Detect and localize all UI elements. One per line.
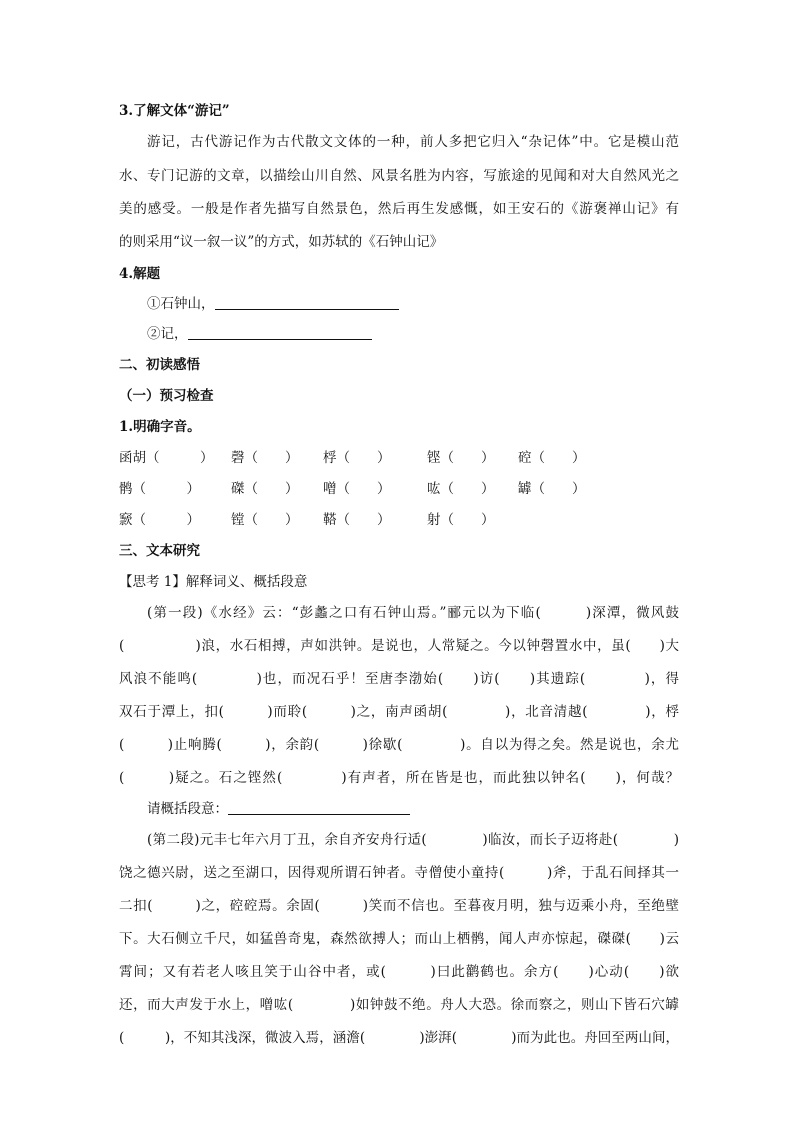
pinyin-item: 窾（ ） bbox=[119, 512, 200, 528]
pinyin-item: 鹘（ ） bbox=[119, 481, 200, 497]
paragraph-line: 二扣( )之，硿硿焉。余固( )笑而不信也。至暮夜月明，独与迈乘小舟，至绝壁 bbox=[119, 898, 679, 914]
paragraph-line: ( )浪，水石相搏，声如洪钟。是说也，人常疑之。今以钟磬置水中，虽( )大 bbox=[119, 638, 679, 654]
part-2-title: 二、初读感悟 bbox=[119, 357, 200, 373]
section-3-title: 3.了解文体“游记” bbox=[119, 103, 230, 119]
blank-item bbox=[147, 324, 707, 344]
pinyin-item: 射（ ） bbox=[427, 512, 495, 528]
pinyin-item: 镗（ ） bbox=[231, 512, 299, 528]
pinyin-item: 磔（ ） bbox=[231, 481, 299, 497]
pinyin-item: 噌（ ） bbox=[323, 481, 391, 497]
paragraph-line: ( )疑之。石之铿然( )有声者，所在皆是也，而此独以钟名( )，何哉？ bbox=[119, 770, 679, 786]
pinyin-item: 桴（ ） bbox=[323, 450, 391, 466]
paragraph-line: 风浪不能鸣( )也，而况石乎！至唐李渤始( )访( )其遗踪( )，得 bbox=[119, 671, 679, 687]
pinyin-item: 罅（ ） bbox=[518, 481, 586, 497]
answer-blank[interactable] bbox=[228, 800, 410, 815]
part-3-title: 三、文本研究 bbox=[119, 543, 200, 559]
pinyin-item: 硿（ ） bbox=[518, 450, 586, 466]
paragraph-line: 下。大石侧立千尺，如猛兽奇鬼，森然欲搏人；而山上栖鹘，闻人声亦惊起，磔磔( )云 bbox=[119, 931, 679, 947]
blank-item-label: ②记， bbox=[147, 326, 188, 342]
pinyin-item: 磬（ ） bbox=[231, 450, 299, 466]
paragraph-line: 霄间；又有若老人咳且笑于山谷中者，或( )曰此鹳鹤也。余方( )心动( )欲 bbox=[119, 964, 679, 980]
paragraph-line: 饶之德兴尉，送之至湖口，因得观所谓石钟者。寺僧使小童持( )斧，于乱石间择其一 bbox=[119, 865, 679, 881]
blank-item-label: ①石钟山， bbox=[147, 296, 215, 312]
paragraph-line: 双石于潭上，扣( )而聆( )之，南声函胡( )，北音清越( )，桴 bbox=[119, 704, 679, 720]
paragraph-line: (第一段)《水经》云：“彭蠡之口有石钟山焉。”郦元以为下临( )深潭，微风鼓 bbox=[147, 605, 679, 621]
section-4-title: 4.解题 bbox=[119, 266, 161, 282]
answer-blank[interactable] bbox=[188, 325, 372, 340]
paragraph-line: (第二段)元丰七年六月丁丑，余自齐安舟行适( )临汝，而长子迈将赴( ) bbox=[147, 832, 679, 848]
think-1-title: 【思考 1】解释词义、概括段意 bbox=[119, 574, 308, 590]
pinyin-item: 吰（ ） bbox=[427, 481, 495, 497]
blank-item bbox=[147, 294, 707, 314]
summary-label: 请概括段意： bbox=[147, 801, 228, 817]
part-2-subtitle: （一）预习检查 bbox=[119, 388, 214, 404]
summary-item bbox=[147, 799, 707, 819]
paragraph-line: 美的感受。一般是作者先描写自然景色，然后再生发感慨，如王安石的《游褒禅山记》有 bbox=[119, 201, 679, 217]
question-1-title: 1.明确字音。 bbox=[119, 419, 201, 435]
pinyin-item: 函胡（ ） bbox=[119, 450, 214, 466]
paragraph-line: ( )，不知其浅深，微波入焉，涵澹( )澎湃( )而为此也。舟回至两山间， bbox=[119, 1030, 679, 1046]
pinyin-item: 鞳（ ） bbox=[323, 512, 391, 528]
answer-blank[interactable] bbox=[215, 295, 399, 310]
paragraph-line: ( )止响腾( )，余韵( )徐歇( )。自以为得之矣。然是说也，余尤 bbox=[119, 737, 679, 753]
paragraph-line: 游记，古代游记作为古代散文文体的一种，前人多把它归入“杂记体”中。它是模山范 bbox=[147, 134, 679, 150]
paragraph-line: 的则采用“议一叙一议”的方式，如苏轼的《石钟山记》 bbox=[119, 234, 444, 250]
paragraph-line: 水、专门记游的文章，以描绘山川自然、风景名胜为内容，写旅途的见闻和对大自然风光之 bbox=[119, 168, 679, 184]
paragraph-line: 还，而大声发于水上，噌吰( )如钟鼓不绝。舟人大恐。徐而察之，则山下皆石穴罅 bbox=[119, 997, 679, 1013]
pinyin-item: 铿（ ） bbox=[427, 450, 495, 466]
